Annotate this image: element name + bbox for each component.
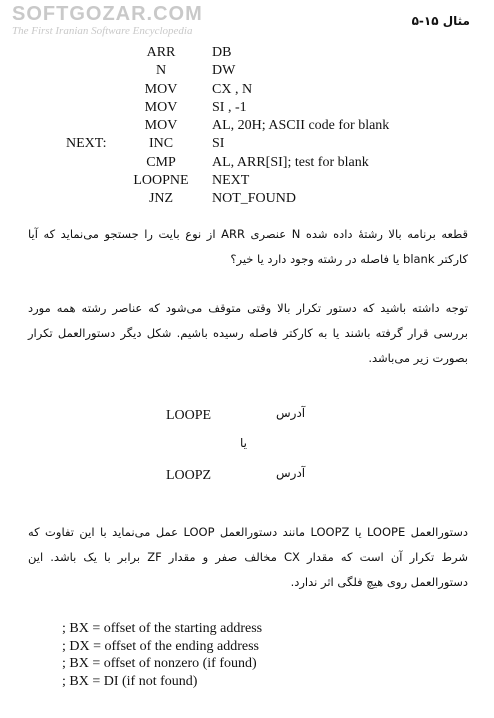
code-line xyxy=(0,44,494,62)
code-listing xyxy=(0,44,494,209)
comment-line: ; BX = DI (if not found) xyxy=(62,673,198,689)
code-line xyxy=(0,81,494,99)
comment-line: ; BX = offset of the starting address xyxy=(62,621,263,636)
code-args: DW xyxy=(212,63,236,79)
comment-line: ; BX = offset of nonzero (if found) xyxy=(62,656,257,671)
code-op: MOV xyxy=(144,118,178,134)
code-args: NOT_FOUND xyxy=(212,191,296,207)
paragraph-intro: قطعه برنامه بالا رشتهٔ داده شده N عنصری ARR از نوع بایت را جستجو می‌نماید که آیا کارکتر blank یا فاصله در رشته وجود دارد یا خیر؟ xyxy=(28,227,468,266)
example-title: مثال ۱۵-۵ xyxy=(411,14,470,28)
code-args: DB xyxy=(212,45,232,60)
watermark xyxy=(12,4,232,37)
code-args: AL, ARR[SI]; test for blank xyxy=(212,154,369,170)
code-line xyxy=(0,117,494,135)
comment-block xyxy=(62,620,262,690)
code-op: INC xyxy=(148,136,174,152)
code-line xyxy=(0,190,494,208)
code-line xyxy=(0,99,494,117)
paragraph-loop-note: توجه داشته باشید که دستور تکرار بالا وقتی متوقف می‌شود که عناصر رشته همه مورد بررسی قرار گرفته باشند یا به کارکتر فاصله رسیده باشیم. شکل دیگر دستورالعمل تکرار بصورت زیر می‌باشد. xyxy=(28,301,468,365)
paragraph-loope-desc: دستورالعمل LOOPE یا LOOPZ مانند دستورالعمل LOOP عمل می‌نماید با این تفاوت که شرط تکرار آن است که مقدار CX مخالف صفر و مقدار ZF برابر با یک باشد. این دستورالعمل روی هیچ فلگی اثر ندارد. xyxy=(28,525,468,589)
code-op: CMP xyxy=(146,154,176,170)
code-line xyxy=(0,135,494,153)
code-label: NEXT: xyxy=(66,136,107,152)
watermark-logo: SOFTGOZAR.COM xyxy=(12,3,203,25)
code-op: JNZ xyxy=(148,191,174,207)
code-line xyxy=(0,62,494,80)
code-op: N xyxy=(155,63,167,79)
code-args: SI xyxy=(212,136,225,152)
code-op: MOV xyxy=(144,99,178,115)
code-op: ARR xyxy=(146,45,176,60)
code-args: SI , -1 xyxy=(212,99,247,115)
code-line xyxy=(0,172,494,190)
code-op: MOV xyxy=(144,81,178,97)
form-loopz-address: آدرس xyxy=(276,466,306,480)
form-loopz: LOOPZ xyxy=(166,468,212,483)
code-args: AL, 20H; ASCII code for blank xyxy=(212,118,390,134)
form-or: یا xyxy=(240,436,247,450)
form-loope-address: آدرس xyxy=(276,406,306,420)
comment-line: ; DX = offset of the ending address xyxy=(62,638,259,654)
watermark-tagline: The First Iranian Software Encyclopedia xyxy=(12,25,193,37)
form-loope: LOOPE xyxy=(166,408,212,423)
code-line xyxy=(0,154,494,172)
code-args: CX , N xyxy=(212,81,253,97)
code-args: NEXT xyxy=(212,173,250,189)
code-op: LOOPNE xyxy=(133,173,189,189)
